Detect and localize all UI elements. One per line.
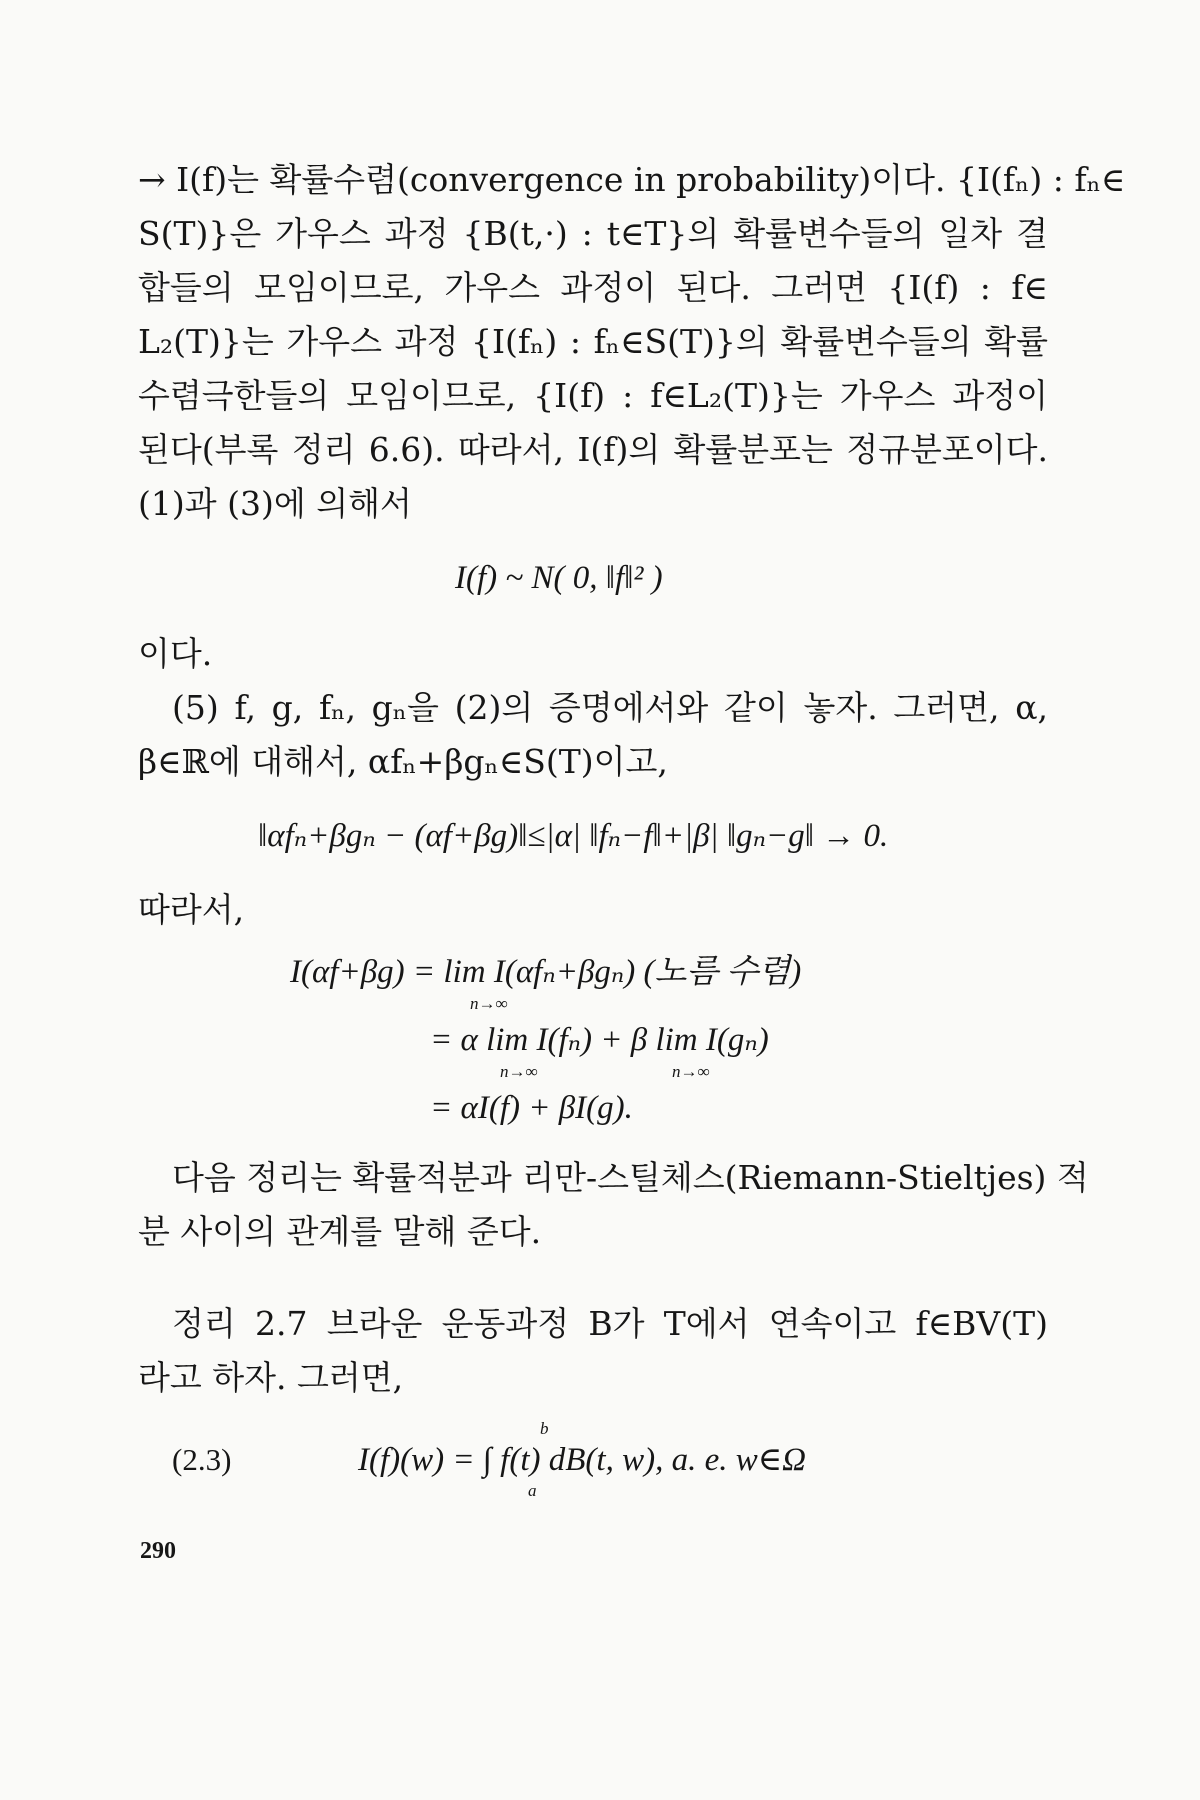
text-line: β∈ℝ에 대해서, αfₙ+βgₙ∈S(T)이고, [138, 742, 668, 781]
limit-subscript: n→∞ [500, 1062, 538, 1081]
text-line: 합들의 모임이므로, 가우스 과정이 된다. 그러면 {I(f) : f∈ [138, 268, 1048, 307]
text-line: 다음 정리는 확률적분과 리만-스틸체스(Riemann-Stieltjes) 적 [172, 1158, 1089, 1197]
page-number: 290 [140, 1538, 176, 1564]
text-line: (5) f, g, fₙ, gₙ을 (2)의 증명에서와 같이 놓자. 그러면, α, [172, 688, 1048, 727]
theorem-statement: 라고 하자. 그러면, [138, 1358, 404, 1397]
equation-number: (2.3) [172, 1442, 232, 1477]
limit-subscript: n→∞ [470, 994, 508, 1013]
equation-linearity-line3: = αI(f) + βI(g). [430, 1090, 633, 1126]
text-line: S(T)}은 가우스 과정 {B(t,·) : t∈T}의 확률변수들의 일차 결 [138, 214, 1048, 253]
text-line: (1)과 (3)에 의해서 [138, 484, 412, 523]
equation-ito-integral: I(f)(w) = ∫ f(t) dB(t, w), a. e. w∈Ω [358, 1442, 807, 1478]
text-line: 따라서, [138, 890, 245, 929]
equation-linearity-line1: I(αf+βg) = lim I(αfₙ+βgₙ) (노름 수렴) [290, 954, 802, 990]
theorem-statement: 정리 2.7 브라운 운동과정 B가 T에서 연속이고 f∈BV(T) [172, 1304, 1048, 1343]
text-line: 분 사이의 관계를 말해 준다. [138, 1212, 542, 1251]
integral-lower-limit: a [528, 1481, 537, 1500]
text-line: → I(f)는 확률수렴(convergence in probability)이다. {I(fₙ) : fₙ∈ [138, 160, 1126, 199]
equation-linearity-line2: = α lim I(fₙ) + β lim I(gₙ) [430, 1022, 769, 1058]
text-line: 이다. [138, 634, 213, 673]
text-line: 된다(부록 정리 6.6). 따라서, I(f)의 확률분포는 정규분포이다. [138, 430, 1048, 469]
text-line: L₂(T)}는 가우스 과정 {I(fₙ) : fₙ∈S(T)}의 확률변수들의 확률 [138, 322, 1048, 361]
equation-distribution: I(f) ~ N( 0, ‖f‖² ) [455, 560, 663, 596]
integral-upper-limit: b [540, 1419, 549, 1438]
text-line: 수렴극한들의 모임이므로, {I(f) : f∈L₂(T)}는 가우스 과정이 [138, 376, 1048, 415]
equation-norm-inequality: ‖αfₙ+βgₙ − (αf+βg)‖≤|α| ‖fₙ−f‖+|β| ‖gₙ−g‖ → 0. [258, 818, 889, 854]
limit-subscript: n→∞ [672, 1062, 710, 1081]
